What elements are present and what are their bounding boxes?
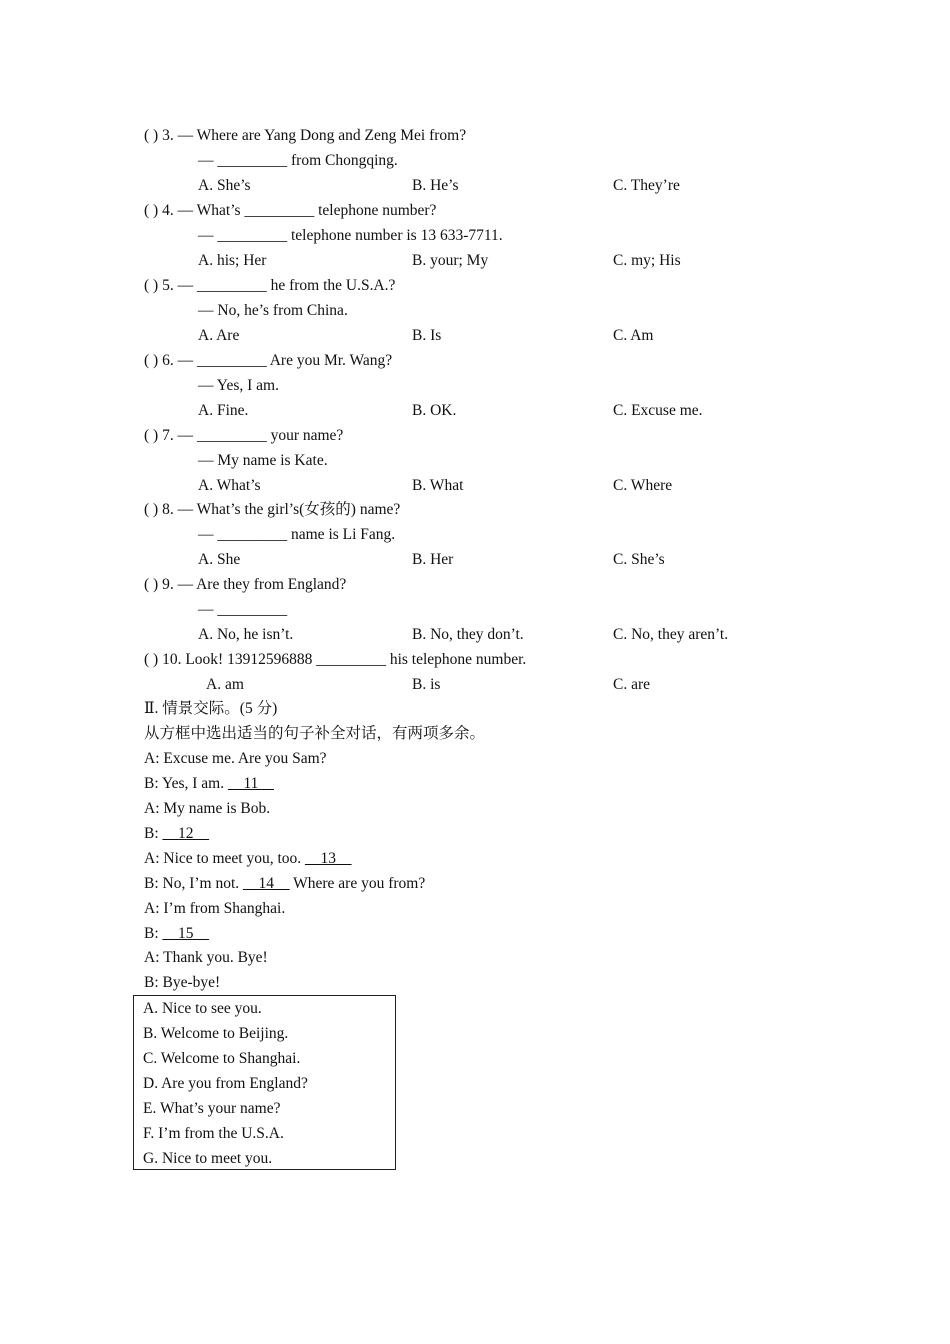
question-8-reply: — _________ name is Li Fang.: [198, 526, 396, 543]
question-9-reply: — _________: [198, 601, 288, 618]
question-4-option-b: B. your; My: [412, 252, 489, 269]
question-5-stem: ( ) 5. — _________ he from the U.S.A.?: [144, 277, 396, 294]
blank-11: __11__: [227, 775, 274, 792]
blank-14: __14__: [243, 875, 290, 892]
question-3-option-b: B. He’s: [412, 177, 459, 194]
choices-box: [133, 995, 396, 1170]
choice-d: D. Are you from England?: [143, 1075, 308, 1092]
choice-g: G. Nice to meet you.: [143, 1150, 273, 1167]
question-4-option-c: C. my; His: [613, 252, 681, 269]
question-10-option-a: A. am: [206, 676, 244, 693]
dialogue-text: Where are you from?: [289, 875, 426, 892]
question-6-reply: — Yes, I am.: [198, 377, 279, 394]
question-5-option-c: C. Am: [613, 327, 654, 344]
question-9-option-a: A. No, he isn’t.: [198, 626, 294, 643]
dialogue-text: A: My name is Bob.: [144, 800, 271, 817]
dialogue-text: B: No, I’m not.: [144, 875, 244, 892]
question-5-reply: — No, he’s from China.: [198, 302, 348, 319]
question-3-reply: — _________ from Chongqing.: [198, 152, 398, 169]
choice-a: A. Nice to see you.: [143, 1000, 262, 1017]
dialogue-line: [144, 946, 268, 970]
question-4-reply: — _________ telephone number is 13 633-7711.: [198, 227, 503, 244]
dialogue-text: A: Nice to meet you, too.: [144, 850, 305, 867]
question-8-option-a: A. She: [198, 551, 241, 568]
question-4-stem: ( ) 4. — What’s _________ telephone number?: [144, 202, 437, 219]
question-10-stem: ( ) 10. Look! 13912596888 _________ his telephone number.: [144, 651, 527, 668]
dialogue-text: B:: [144, 825, 163, 842]
question-8-option-c: C. She’s: [613, 551, 665, 568]
dialogue-line: [144, 747, 327, 771]
dialogue-line: [144, 822, 209, 846]
question-9-option-c: C. No, they aren’t.: [613, 626, 729, 643]
question-7-reply: — My name is Kate.: [198, 452, 328, 469]
dialogue-text: A: Thank you. Bye!: [144, 949, 268, 966]
section-2-title: Ⅱ. 情景交际。(5 分): [144, 700, 278, 717]
question-7-option-a: A. What’s: [198, 477, 261, 494]
question-3-stem: ( ) 3. — Where are Yang Dong and Zeng Mei from?: [144, 127, 467, 144]
question-7-option-c: C. Where: [613, 477, 673, 494]
dialogue-line: [144, 772, 274, 796]
question-8-option-b: B. Her: [412, 551, 454, 568]
dialogue-text: A: I’m from Shanghai.: [144, 900, 286, 917]
question-8-stem: ( ) 8. — What’s the girl’s(女孩的) name?: [144, 501, 401, 518]
blank-13: __13__: [305, 850, 352, 867]
question-6-option-a: A. Fine.: [198, 402, 249, 419]
question-5-option-a: A. Are: [198, 327, 240, 344]
question-4-option-a: A. his; Her: [198, 252, 267, 269]
dialogue-line: [144, 797, 270, 821]
blank-15: __15__: [162, 925, 210, 942]
dialogue-text: B: Bye-bye!: [144, 974, 221, 991]
dialogue-line: [144, 847, 352, 871]
question-5-option-b: B. Is: [412, 327, 442, 344]
question-6-option-b: B. OK.: [412, 402, 457, 419]
choice-c: C. Welcome to Shanghai.: [143, 1050, 301, 1067]
question-6-option-c: C. Excuse me.: [613, 402, 703, 419]
dialogue-line: [144, 897, 285, 921]
dialogue-text: B: Yes, I am.: [144, 775, 228, 792]
dialogue-line: [144, 922, 209, 946]
question-3-option-c: C. They’re: [613, 177, 680, 194]
question-9-option-b: B. No, they don’t.: [412, 626, 524, 643]
question-3-option-a: A. She’s: [198, 177, 251, 194]
section-2-instruction: 从方框中选出适当的句子补全对话，有两项多余。: [144, 725, 486, 742]
question-7-option-b: B. What: [412, 477, 464, 494]
blank-12: __12__: [162, 825, 210, 842]
choice-e: E. What’s your name?: [143, 1100, 281, 1117]
question-10-option-b: B. is: [412, 676, 441, 693]
dialogue-text: A: Excuse me. Are you Sam?: [144, 750, 327, 767]
choice-f: F. I’m from the U.S.A.: [143, 1125, 284, 1142]
dialogue-line: [144, 872, 425, 896]
question-6-stem: ( ) 6. — _________ Are you Mr. Wang?: [144, 352, 393, 369]
question-10-option-c: C. are: [613, 676, 651, 693]
dialogue-line: [144, 971, 220, 995]
question-9-stem: ( ) 9. — Are they from England?: [144, 576, 347, 593]
question-7-stem: ( ) 7. — _________ your name?: [144, 427, 344, 444]
dialogue-text: B:: [144, 925, 163, 942]
choice-b: B. Welcome to Beijing.: [143, 1025, 289, 1042]
